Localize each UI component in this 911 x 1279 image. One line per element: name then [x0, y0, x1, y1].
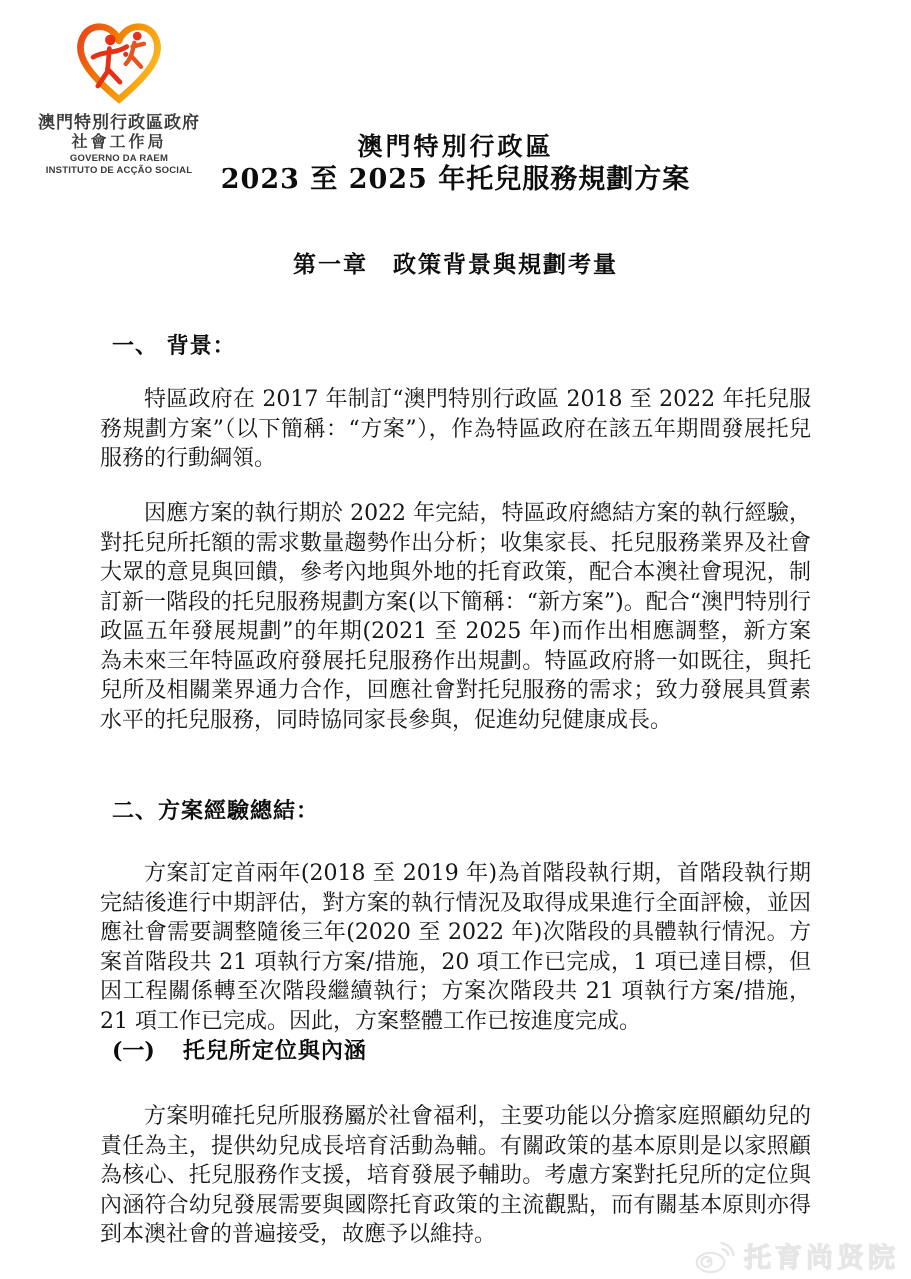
section-heading-background: 一、 背景： — [112, 333, 236, 359]
org-name-pt-line2: INSTITUTO DE ACÇÃO SOCIAL — [45, 164, 193, 176]
subsection-label: (一) — [112, 1038, 155, 1064]
org-name-zh-line1: 澳門特別行政區政府 — [38, 113, 200, 132]
paragraph: 方案明確托兒所服務屬於社會福利，主要功能以分擔家庭照顧幼兒的責任為主，提供幼兒成長培育活動為輔。有關政策的基本原則是以家照顧為核心、托兒服務作支援，培育發展予輔助。考慮方案對托兒所的定位與內涵符合幼兒發展需要與國際托育政策的主流觀點，而有關基本原則亦得到本澳社會的普遍接受，故應予以維持。 — [100, 1104, 811, 1247]
weibo-icon — [694, 1237, 738, 1275]
document-title — [0, 131, 911, 197]
document-title-line1: 澳門特別行政區 — [357, 132, 554, 161]
subsection-title: 托兒所定位與內涵 — [182, 1038, 367, 1064]
heart-logo-icon — [67, 14, 171, 110]
paragraph: 特區政府在 2017 年制訂“澳門特別行政區 2018 至 2022 年托兒服務規劃方案”（以下簡稱：“方案”），作為特區政府在該五年期間發展托兒服務的行動綱領。 — [100, 387, 811, 471]
document-title-line2: 2023 至 2025 年托兒服務規劃方案 — [220, 164, 691, 195]
subsection-heading-positioning — [112, 1034, 812, 1065]
paragraph: 因應方案的執行期於 2022 年完結，特區政府總結方案的執行經驗，對托兒所托額的需求數量趨勢作出分析；收集家長、托兒服務業界及社會大眾的意見與回饋，參考內地與外地的托育政策，配合本澳社會現況，制訂新一階段的托兒服務規劃方案(以下簡稱：“新方案”)。配合“澳門特別行政區五年發展規劃”的年期(2021 至 2025 年)而作出相應調整，新方案為未來三年特區政府發展托兒服務作出規劃。特區政府將一如既往，與托兒所及相關業界通力合作，回應社會對托兒服務的需求；致力發展具質素水平的托兒服務，同時協同家長參與，促進幼兒健康成長。 — [100, 501, 811, 733]
org-name-pt-line1: GOVERNO DA RAEM — [69, 153, 169, 164]
paragraph: 方案訂定首兩年(2018 至 2019 年)為首階段執行期，首階段執行期完結後進行中期評估，對方案的執行情況及取得成果進行全面評檢，並因應社會需要調整隨後三年(2020 至 2022 年)次階段的具體執行情況。方案首階段共 21 項執行方案/措施，20 項工作已完成，1 項已達目標，但因工程關係轉至次階段繼續執行；方案次階段共 21 項執行方案/措施，21 項工作已完成。因此，方案整體工作已按進度完成。 — [100, 861, 811, 1034]
org-name-zh-line2: 社會工作局 — [71, 134, 167, 151]
chapter-heading: 第一章 政策背景與規劃考量 — [293, 251, 618, 278]
watermark — [694, 1236, 899, 1275]
watermark-text: 托育尚贤院 — [744, 1243, 899, 1273]
section-heading-summary: 二、方案經驗總結： — [112, 798, 320, 824]
